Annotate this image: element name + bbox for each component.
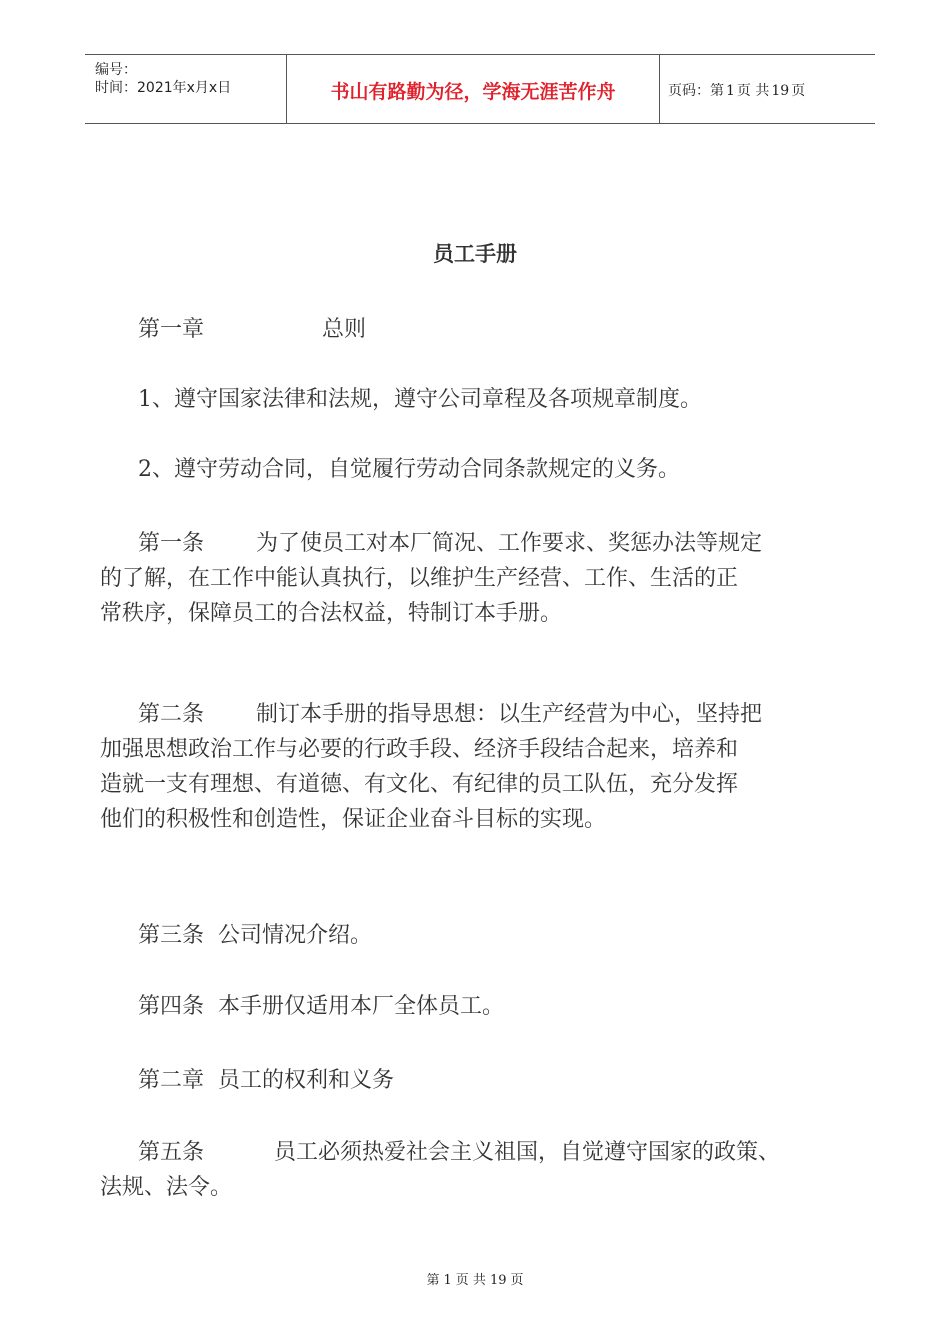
- document-time-label: 时间：2021年x月x日: [95, 80, 232, 96]
- footer-mid: 页 共: [455, 1273, 486, 1288]
- article-text: 本手册仅适用本厂全体员工。: [218, 994, 505, 1019]
- article-text: 公司情况介绍。: [218, 923, 373, 948]
- page-current: 1: [726, 83, 735, 99]
- article-line: 他们的积极性和创造性，保证企业奋斗目标的实现。: [100, 807, 607, 832]
- article-line: 造就一支有理想、有道德、有文化、有纪律的员工队伍，充分发挥: [100, 772, 739, 797]
- document-title: 员工手册: [433, 241, 517, 266]
- article-label: 第五条: [138, 1140, 205, 1165]
- header-motto-cell: [287, 55, 660, 123]
- rule-item-2: [138, 452, 680, 487]
- chapter-title: 员工的权利和义务: [218, 1068, 395, 1093]
- article-label: 第四条: [138, 994, 205, 1019]
- article-5: [100, 1135, 780, 1205]
- article-line: 常秩序，保障员工的合法权益，特制订本手册。: [100, 601, 563, 626]
- page-mid: 页 共: [736, 83, 770, 99]
- page-label: 页码：第: [668, 83, 724, 99]
- rule-item-text: 1、遵守国家法律和法规，遵守公司章程及各项规章制度。: [138, 387, 702, 412]
- footer-total: 19: [489, 1273, 507, 1288]
- header-page-number: [668, 80, 807, 100]
- article-line: 加强思想政治工作与必要的行政手段、经济手段结合起来，培养和: [100, 737, 739, 762]
- article-line: 员工必须热爱社会主义祖国，自觉遵守国家的政策、: [274, 1140, 781, 1165]
- header-motto: 书山有路勤为径，学海无涯苦作舟: [330, 81, 616, 103]
- article-line: 为了使员工对本厂简况、工作要求、奖惩办法等规定: [256, 531, 763, 556]
- article-line: 法规、法令。: [100, 1175, 233, 1200]
- page-footer: [0, 1269, 950, 1288]
- document-number-label: 编号：: [95, 62, 137, 78]
- footer-post: 页: [510, 1273, 524, 1288]
- header-meta-cell: [85, 55, 287, 123]
- article-4: [138, 989, 504, 1024]
- article-3: [138, 918, 372, 953]
- article-label: 第一条: [138, 531, 205, 556]
- header-page-cell: [660, 55, 875, 123]
- chapter-2-heading: [138, 1063, 394, 1098]
- article-line: 制订本手册的指导思想：以生产经营为中心，坚持把: [256, 702, 763, 727]
- chapter-label: 第一章: [138, 317, 205, 342]
- chapter-1-heading: [138, 312, 366, 347]
- footer-current: 1: [443, 1273, 452, 1288]
- page-end: 页: [791, 83, 806, 99]
- article-label: 第二条: [138, 702, 205, 727]
- article-2: [100, 697, 762, 837]
- article-1: [100, 526, 762, 631]
- rule-item-1: [138, 382, 702, 417]
- page-header: [85, 54, 875, 124]
- chapter-title: 总则: [322, 317, 367, 342]
- rule-item-text: 2、遵守劳动合同，自觉履行劳动合同条款规定的义务。: [138, 457, 680, 482]
- chapter-label: 第二章: [138, 1068, 205, 1093]
- footer-pre: 第: [426, 1273, 440, 1288]
- article-label: 第三条: [138, 923, 205, 948]
- article-line: 的了解，在工作中能认真执行，以维护生产经营、工作、生活的正: [100, 566, 739, 591]
- page-total: 19: [771, 83, 790, 99]
